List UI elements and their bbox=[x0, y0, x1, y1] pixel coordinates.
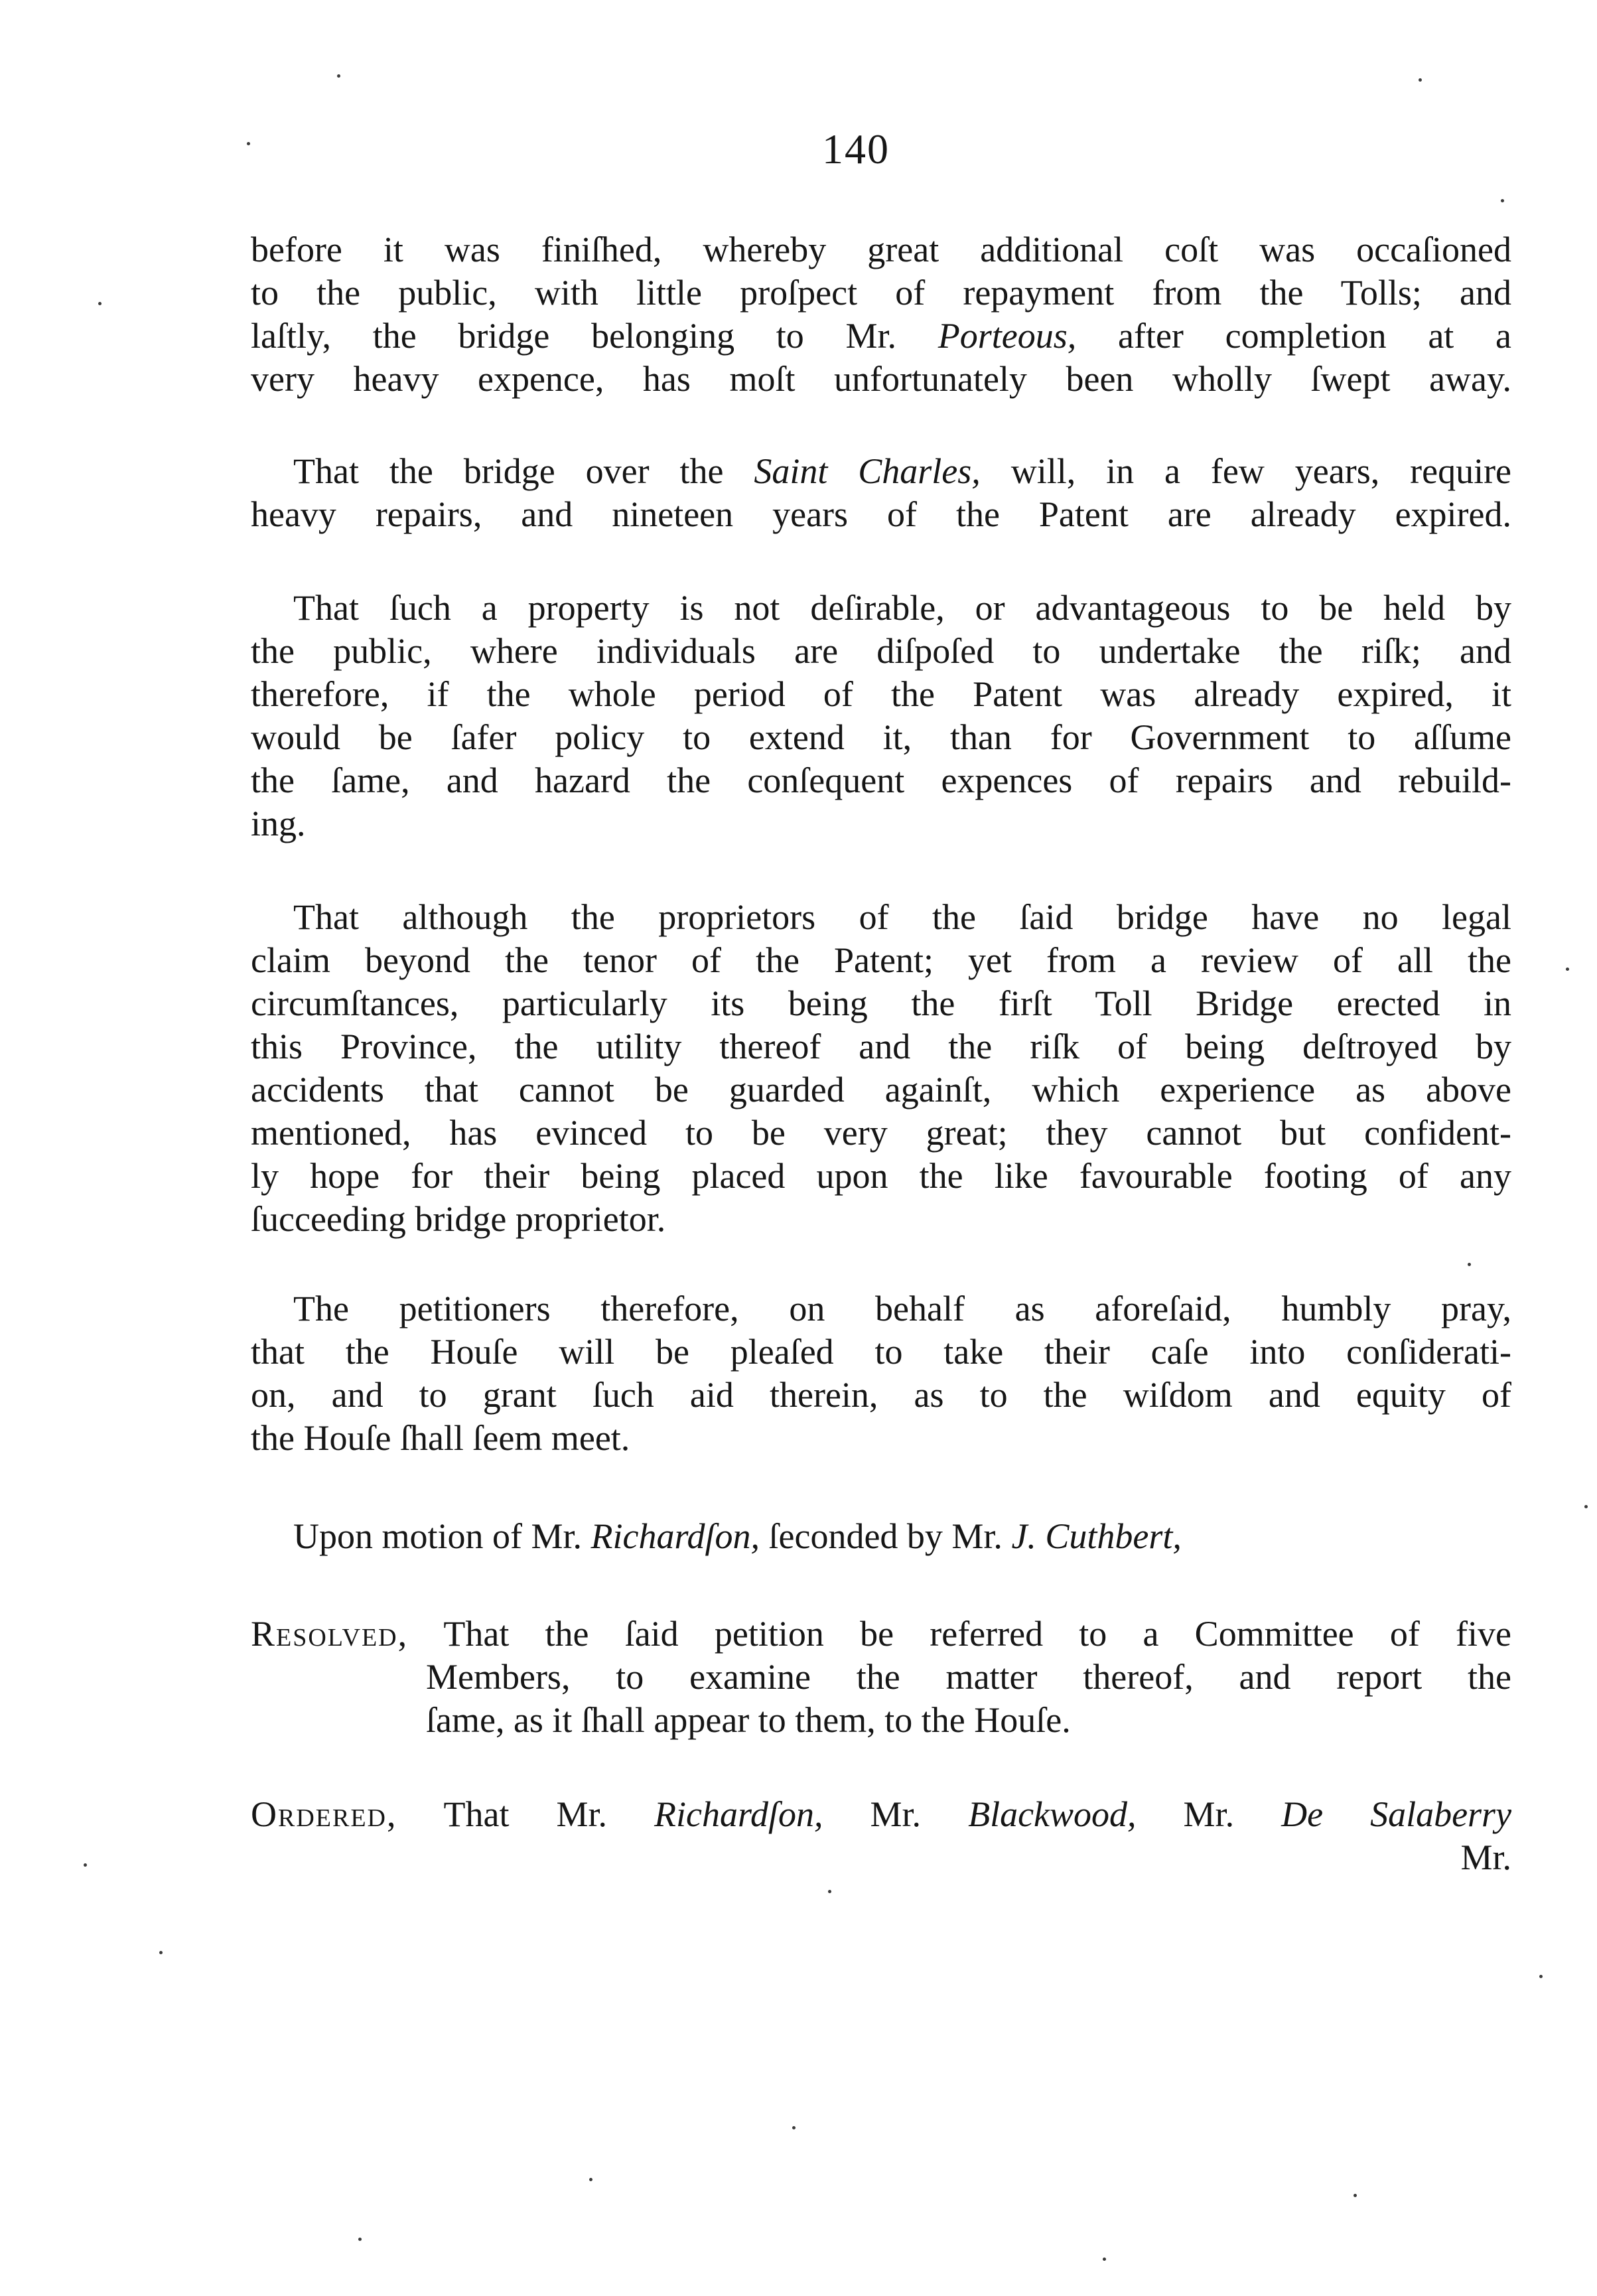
print-speck bbox=[1103, 2258, 1106, 2261]
catchword: Mr. bbox=[1460, 1837, 1511, 1877]
ordered-text-b: Mr. bbox=[870, 1794, 922, 1834]
paragraph-1-line-3-text-a: laſtly, the bridge belonging to Mr. bbox=[251, 316, 897, 356]
name-porteous: Porteous, bbox=[937, 316, 1077, 356]
motion-text bbox=[251, 1515, 1511, 1558]
resolved-block bbox=[251, 1613, 1511, 1742]
print-speck bbox=[358, 2238, 362, 2241]
resolved-line-1-text: That the ſaid petition be referred to a Committee of five bbox=[443, 1614, 1511, 1654]
paragraph-4-line-3: circumſtances, particularly its being the firſt Toll Bridge erected in bbox=[251, 983, 1511, 1023]
print-speck bbox=[1468, 1263, 1471, 1266]
seconder-name: J. Cuthbert, bbox=[1011, 1516, 1182, 1556]
ordered-name-1: Richardſon, bbox=[654, 1794, 823, 1834]
paragraph-3-line-3: therefore, if the whole period of the Patent was already expired, it bbox=[251, 674, 1511, 714]
paragraph-4-line-2: claim beyond the tenor of the Patent; yet from a review of all the bbox=[251, 940, 1511, 980]
print-speck bbox=[792, 2126, 796, 2129]
print-speck bbox=[159, 1951, 163, 1954]
resolved-line-1 bbox=[251, 1613, 1511, 1656]
print-speck bbox=[1419, 78, 1422, 82]
paragraph-1-line-3-text-b: after completion at a bbox=[1118, 316, 1511, 356]
resolved-label: Resolved, bbox=[251, 1614, 409, 1654]
motion-line bbox=[251, 1515, 1511, 1558]
name-saint-charles: Saint Charles, bbox=[754, 451, 981, 491]
paragraph-5-line-2: that the Houſe will be pleaſed to take their caſe into conſiderati- bbox=[251, 1332, 1511, 1372]
print-speck bbox=[1566, 968, 1569, 971]
paragraph-2-line-1-text-a: That the bridge over the bbox=[293, 451, 724, 491]
motion-text-a: Upon motion of Mr. bbox=[293, 1516, 583, 1556]
page-number: 140 bbox=[822, 125, 890, 173]
paragraph-5-line-3: on, and to grant ſuch aid therein, as to the wiſdom and equity of bbox=[251, 1375, 1511, 1415]
paragraph-2-line-2: heavy repairs, and nineteen years of the Patent are already expired. bbox=[251, 494, 1511, 534]
resolved-line-3: ſame, as it ſhall appear to them, to the Houſe. bbox=[426, 1700, 1071, 1740]
paragraph-1-line-2: to the public, with little proſpect of repayment from the Tolls; and bbox=[251, 273, 1511, 313]
paragraph-4-line-7: ly hope for their being placed upon the like favourable footing of any bbox=[251, 1156, 1511, 1196]
ordered-block bbox=[251, 1793, 1511, 1879]
ordered-line-1 bbox=[251, 1793, 1511, 1836]
paragraph-3-line-6: ing. bbox=[251, 804, 306, 843]
ordered-name-2: Blackwood, bbox=[968, 1794, 1137, 1834]
print-speck bbox=[589, 2178, 592, 2181]
print-speck bbox=[98, 302, 102, 305]
paragraph-4-line-8: ſucceeding bridge proprietor. bbox=[251, 1199, 666, 1239]
paragraph-1 bbox=[251, 228, 1511, 401]
paragraph-4-line-5: accidents that cannot be guarded againſt, which experience as above bbox=[251, 1070, 1511, 1110]
paragraph-4 bbox=[251, 896, 1511, 1241]
paragraph-3-line-4: would be ſafer policy to extend it, than for Government to aſſume bbox=[251, 717, 1511, 757]
mover-name: Richardſon, bbox=[590, 1516, 760, 1556]
paragraph-1-line-3 bbox=[251, 315, 1511, 358]
ordered-text-c: Mr. bbox=[1183, 1794, 1235, 1834]
paragraph-3-line-5: the ſame, and hazard the conſequent expences of repairs and rebuild- bbox=[251, 760, 1511, 800]
print-speck bbox=[1584, 1505, 1588, 1508]
paragraph-5-line-4: the Houſe ſhall ſeem meet. bbox=[251, 1418, 630, 1458]
paragraph-2-line-1-text-b: will, in a few years, require bbox=[1010, 451, 1512, 491]
paragraph-3-line-1: That ſuch a property is not deſirable, or advantageous to be held by bbox=[293, 588, 1511, 628]
print-speck bbox=[828, 1890, 831, 1893]
print-speck bbox=[84, 1863, 87, 1867]
paragraph-2-line-1 bbox=[251, 450, 1511, 493]
print-speck bbox=[1539, 1975, 1543, 1978]
print-speck bbox=[247, 142, 250, 145]
paragraph-1-line-1: before it was finiſhed, whereby great additional coſt was occaſioned bbox=[251, 230, 1511, 269]
paragraph-4-line-1: That although the proprietors of the ſaid bridge have no legal bbox=[293, 897, 1511, 937]
ordered-label: Ordered, bbox=[251, 1794, 397, 1834]
paragraph-4-line-6: mentioned, has evinced to be very great; they cannot but confident- bbox=[251, 1113, 1511, 1153]
paragraph-5 bbox=[251, 1287, 1511, 1460]
motion-text-b: ſeconded by Mr. bbox=[768, 1516, 1003, 1556]
resolved-line-2: Members, to examine the matter thereof, and report the bbox=[426, 1657, 1511, 1697]
print-speck bbox=[337, 74, 340, 78]
paragraph-5-line-1: The petitioners therefore, on behalf as aforeſaid, humbly pray, bbox=[293, 1289, 1511, 1328]
paragraph-2 bbox=[251, 450, 1511, 536]
ordered-text-a: That Mr. bbox=[443, 1794, 608, 1834]
paragraph-4-line-4: this Province, the utility thereof and the riſk of being deſtroyed by bbox=[251, 1027, 1511, 1066]
print-speck bbox=[1354, 2194, 1357, 2197]
paragraph-3-line-2: the public, where individuals are diſpoſed to undertake the riſk; and bbox=[251, 631, 1511, 671]
paragraph-3 bbox=[251, 587, 1511, 845]
paragraph-1-line-4: very heavy expence, has moſt unfortunately been wholly ſwept away. bbox=[251, 359, 1511, 399]
ordered-name-3: De Salaberry bbox=[1281, 1794, 1512, 1834]
print-speck bbox=[1501, 199, 1504, 202]
